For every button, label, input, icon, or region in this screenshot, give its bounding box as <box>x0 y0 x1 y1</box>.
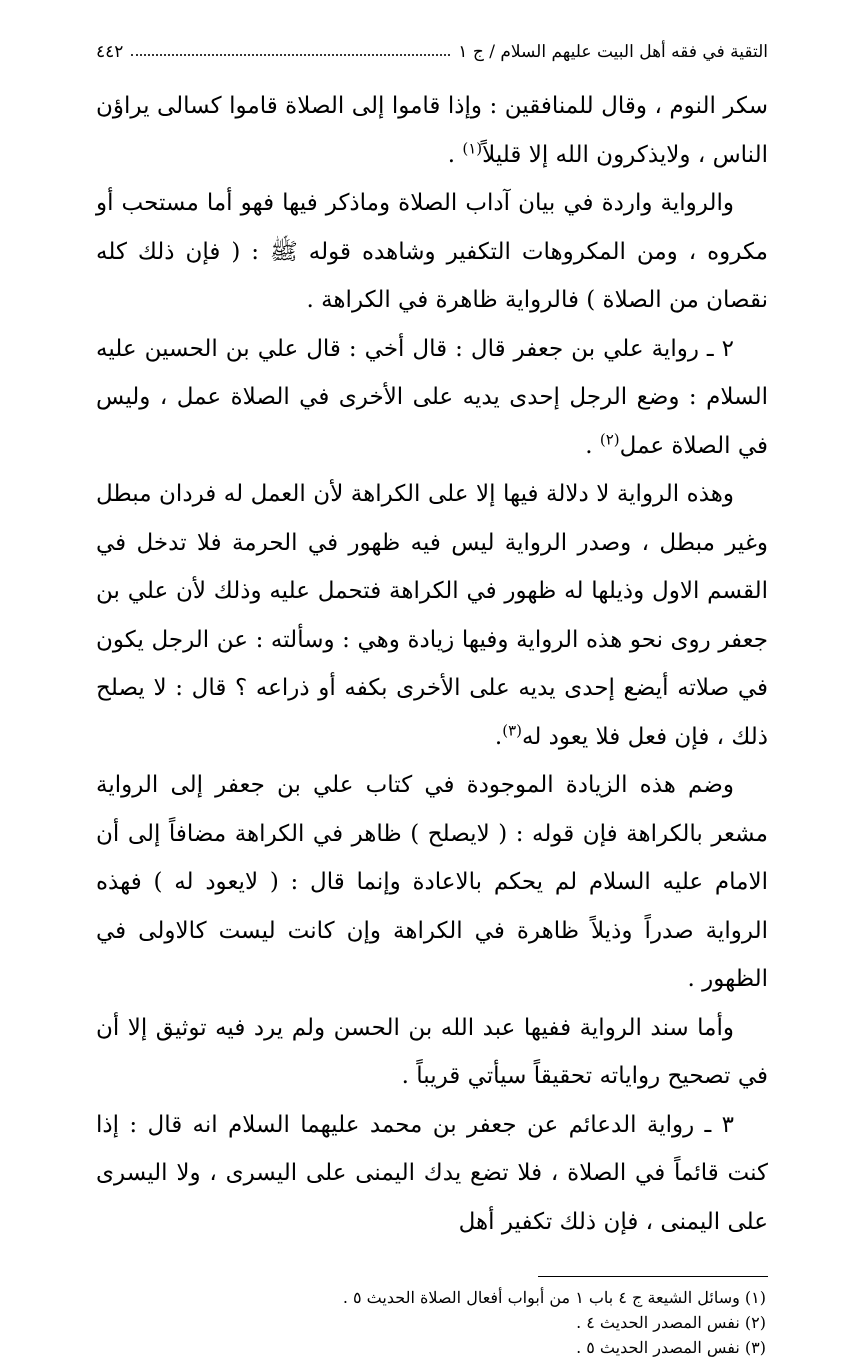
footnote-marker: (٢) <box>599 429 620 448</box>
main-text <box>96 82 768 1246</box>
paragraph-tail: . <box>585 432 600 459</box>
paragraph-tail: . <box>447 141 463 168</box>
paragraph-text: وضم هذه الزيادة الموجودة في كتاب علي بن جعفر إلى الرواية مشعر بالكراهة فإن قوله : ( لايصلح ) ظاهر في الكراهة مضافاً إلى أن الامام عليه السلام لم يحكم بالاعادة وإنما قال : ( لايعود له ) فهذه الرواية صدراً وذيلاً ظاهرة في الكراهة وإن كانت ليست كالاولى في الظهور . <box>96 772 768 992</box>
paragraph <box>96 1004 768 1101</box>
paragraph <box>96 761 768 1004</box>
paragraph <box>96 325 768 471</box>
footnotes <box>96 1285 768 1360</box>
paragraph-text: ٣ ـ رواية الدعائم عن جعفر بن محمد عليهما السلام انه قال : إذا كنت قائماً في الصلاة ، فلا تضع يدك اليمنى على اليسرى ، ولا اليسرى على اليمنى ، فإن ذلك تكفير أهل <box>96 1111 768 1235</box>
running-title: التقية في فقه أهل البيت عليهم السلام / ج ١ <box>458 42 768 62</box>
paragraph-text: وهذه الرواية لا دلالة فيها إلا على الكراهة لأن العمل له فردان مبطل وغير مبطل ، وصدر الرواية ليس فيه ظهور في الحرمة فلا تدخل في القسم الاول وذيلها له ظهور في الكراهة فتحمل عليه وذلك لأن علي بن جعفر روى نحو هذه الرواية وفيها زيادة وهي : وسألته : عن الرجل يكون في صلاته أيضع إحدى يديه على الأخرى بكفه أو ذراعه ؟ قال : لا يصلح ذلك ، فإن فعل فلا يعود له <box>96 481 768 750</box>
footnote-separator <box>538 1276 768 1277</box>
paragraph <box>96 82 768 179</box>
paragraph-text: وأما سند الرواية ففيها عبد الله بن الحسن ولم يرد فيه توثيق إلا أن في تصحيح رواياته تحقيقاً سيأتي قريباً . <box>96 1014 768 1089</box>
footnote: (٣) نفس المصدر الحديث ٥ . <box>576 1338 766 1357</box>
paragraph-tail: . <box>494 723 503 750</box>
footnote: (١) وسائل الشيعة ج ٤ باب ١ من أبواب أفعال الصلاة الحديث ٥ . <box>342 1288 766 1307</box>
running-header <box>96 34 768 62</box>
paragraph-text: والرواية واردة في بيان آداب الصلاة وماذكر فيها فهو أما مستحب أو مكروه ، ومن المكروهات التكفير وشاهده قوله ﷺ : ( فإن ذلك كله نقصان من الصلاة ) فالرواية ظاهرة في الكراهة . <box>96 190 768 313</box>
page <box>96 34 768 1360</box>
paragraph-text: سكر النوم ، وقال للمنافقين : وإذا قاموا إلى الصلاة قاموا كسالى يراؤن الناس ، ولايذكرون الله إلا قليلاً <box>96 93 768 168</box>
footnote: (٢) نفس المصدر الحديث ٤ . <box>576 1313 766 1332</box>
footnote-marker: (١) <box>462 138 483 157</box>
page-number: ٤٤٢ <box>96 42 124 62</box>
paragraph <box>96 179 768 325</box>
footnote-marker: (٣) <box>502 720 522 739</box>
paragraph <box>96 1101 768 1247</box>
paragraph <box>96 470 768 761</box>
header-dot-leader <box>131 54 450 56</box>
paragraph-text: ٢ ـ رواية علي بن جعفر قال : قال أخي : قال علي بن الحسين عليه السلام : وضع الرجل إحدى يديه على الأخرى في الصلاة عمل ، وليس في الصلاة عمل <box>96 335 768 459</box>
